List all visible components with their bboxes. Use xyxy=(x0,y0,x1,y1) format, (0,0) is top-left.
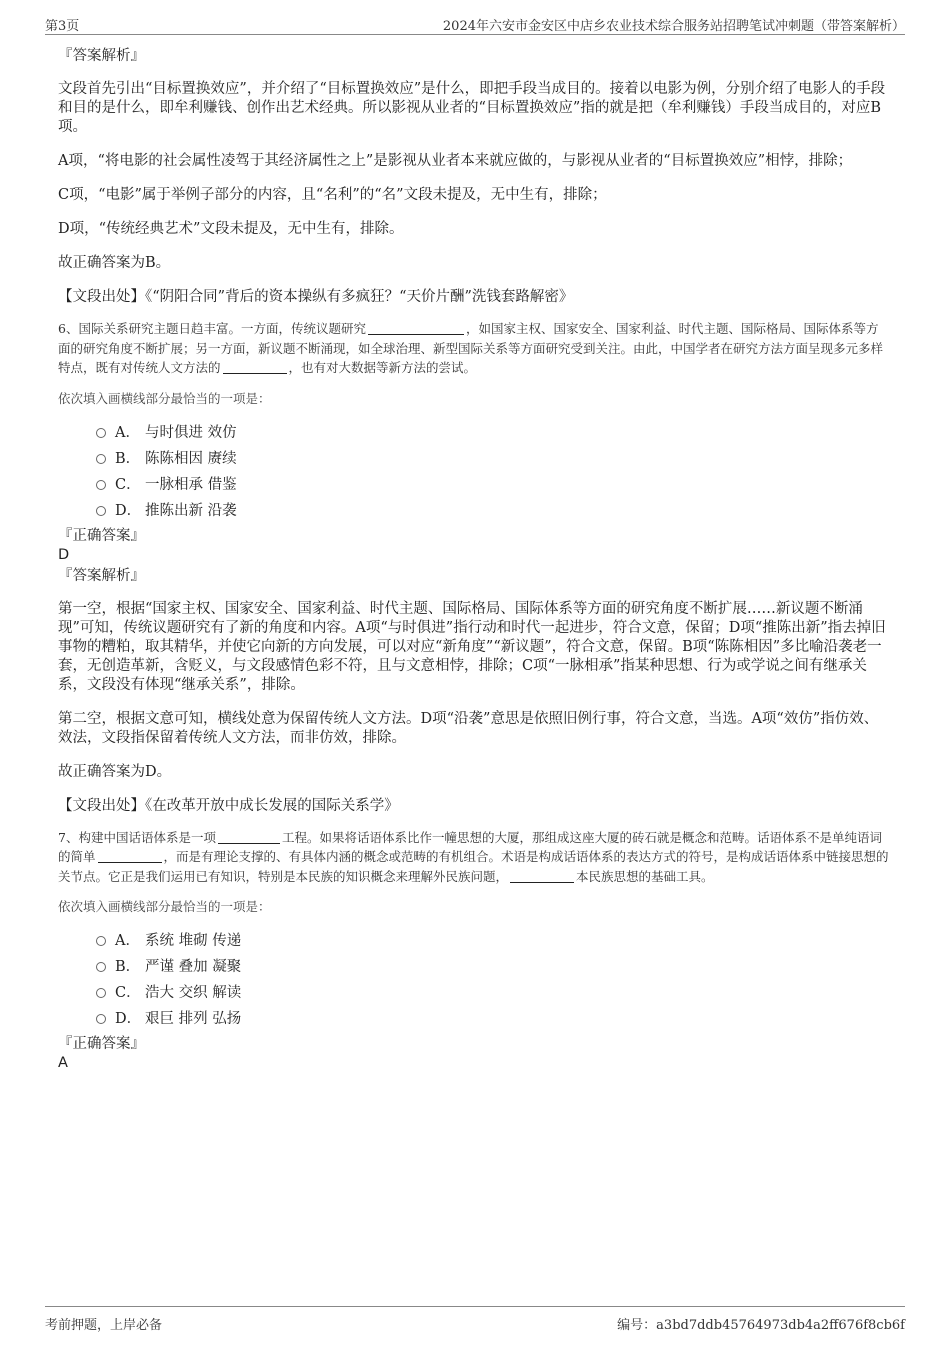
question-6-text: 6、国际关系研究主题日趋丰富。一方面，传统议题研究 ，如国家主权、国家安全、国家利益、时代主题、国际格局、国际体系等方面的研究角度不断扩展；另一方面，新议题不断涌现，如全球治理、新型国际关系等方面研究受到关注。由此，中国学者在研究方法方面呈现多元多样特点，既有对传统人文方法的 ，也有对大数据等新方法的尝试。 xyxy=(58,321,884,375)
radio-icon[interactable] xyxy=(96,480,106,490)
page-footer xyxy=(45,1306,905,1333)
analysis-label: 『答案解析』 xyxy=(58,567,145,584)
conclusion: 故正确答案为B。 xyxy=(58,255,171,271)
radio-icon[interactable] xyxy=(96,506,106,516)
analysis-paragraph: 第一空，根据“国家主权、国家安全、国家利益、时代主题、国际格局、国际体系等方面的研究角度不断扩展……新议题不断涌现”可知，传统议题研究有了新的角度和内容。A项“与时俱进”指行动和时代一起进步，符合文意，保留；D项“推陈出新”指去掉旧事物的糟粕，取其精华，并使它向新的方向发展，可以对应“新角度”“新议题”，符合文意，保留。B项“陈陈相因”多比喻沿袭老一套，无创造革新，含贬义，与文段感情色彩不符，且与文意相悖，排除；C项“一脉相承”指某种思想、行为或学说之间有继承关系，文段没有体现“继承关系”，排除。 xyxy=(58,600,886,693)
radio-icon[interactable] xyxy=(96,428,106,438)
source-citation: 【文段出处】《在改革开放中成长发展的国际关系学》 xyxy=(58,797,399,814)
source-citation: 【文段出处】《“阴阳合同”背后的资本操纵有多疯狂？“天价片酬”洗钱套路解密》 xyxy=(58,289,574,305)
option-a[interactable]: A． 与时俱进 效仿 xyxy=(96,420,890,446)
radio-icon[interactable] xyxy=(96,454,106,464)
option-c[interactable]: C． 一脉相承 借鉴 xyxy=(96,472,890,498)
analysis-paragraph: 文段首先引出“目标置换效应”，并介绍了“目标置换效应”是什么，即把手段当成目的。接着以电影为例，分别介绍了电影人的手段和目的是什么，即牟利赚钱、创作出艺术经典。所以影视从业者的“目标置换效应”指的就是把（牟利赚钱）手段当成目的，对应B项。 xyxy=(58,81,886,135)
conclusion: 故正确答案为D。 xyxy=(58,763,172,780)
answer-label: 『正确答案』 xyxy=(58,527,145,544)
question-prompt: 依次填入画横线部分最恰当的一项是： xyxy=(58,390,271,406)
options-list xyxy=(96,928,890,1032)
radio-icon[interactable] xyxy=(96,936,106,946)
document-id: 编号：a3bd7ddb45764973db4a2ff676f8cb6f xyxy=(617,1318,905,1333)
radio-icon[interactable] xyxy=(96,1014,106,1024)
question-7-text: 7、构建中国话语体系是一项 工程。如果将话语体系比作一幢思想的大厦，那组成这座大厦的砖石就是概念和范畴。话语体系不是单纯语词的简单 ，而是有理论支撑的、有具体内涵的概念或范畴的有机组合。术语是构成话语体系的表达方式的符号，是构成话语体系中链接思想的关节点。它正是我们运用已有知识，特别是本民族的知识概念来理解外民族问题， 本民族思想的基础工具。 xyxy=(58,829,889,884)
radio-icon[interactable] xyxy=(96,962,106,972)
option-c[interactable]: C． 浩大 交织 解读 xyxy=(96,980,890,1006)
page-header xyxy=(45,14,905,35)
document-body xyxy=(58,46,890,1072)
fill-blank xyxy=(510,869,574,883)
footer-slogan: 考前押题，上岸必备 xyxy=(45,1318,163,1333)
answer-label: 『正确答案』 xyxy=(58,1036,145,1052)
option-b[interactable]: B． 陈陈相因 赓续 xyxy=(96,446,890,472)
option-b[interactable]: B． 严谨 叠加 凝聚 xyxy=(96,954,890,980)
option-d[interactable]: D． 推陈出新 沿袭 xyxy=(96,498,890,524)
options-list xyxy=(96,420,890,524)
analysis-paragraph: A项，“将电影的社会属性凌驾于其经济属性之上”是影视从业者本来就应做的，与影视从业者的“目标置换效应”相悖，排除； xyxy=(58,153,853,169)
fill-blank xyxy=(98,849,162,863)
option-a[interactable]: A． 系统 堆砌 传递 xyxy=(96,928,890,954)
fill-blank xyxy=(223,360,287,374)
question-prompt: 依次填入画横线部分最恰当的一项是： xyxy=(58,899,271,914)
document-title: 2024年六安市金安区中店乡农业技术综合服务站招聘笔试冲刺题（带答案解析） xyxy=(442,19,905,34)
fill-blank xyxy=(218,830,280,844)
fill-blank xyxy=(368,321,464,335)
analysis-paragraph: D项，“传统经典艺术”文段未提及，无中生有，排除。 xyxy=(58,221,404,237)
correct-answer: A xyxy=(58,1055,68,1071)
analysis-paragraph: 第二空，根据文意可知，横线处意为保留传统人文方法。D项“沿袭”意思是依照旧例行事，符合文意，当选。A项“效仿”指仿效、效法，文段指保留着传统人文方法，而非仿效，排除。 xyxy=(58,710,879,746)
option-d[interactable]: D． 艰巨 排列 弘扬 xyxy=(96,1006,890,1032)
analysis-label: 『答案解析』 xyxy=(58,48,145,64)
radio-icon[interactable] xyxy=(96,988,106,998)
correct-answer: D xyxy=(58,546,70,563)
page-number: 第3页 xyxy=(45,19,80,34)
analysis-paragraph: C项，“电影”属于举例子部分的内容，且“名利”的“名”文段未提及，无中生有，排除； xyxy=(58,187,607,203)
